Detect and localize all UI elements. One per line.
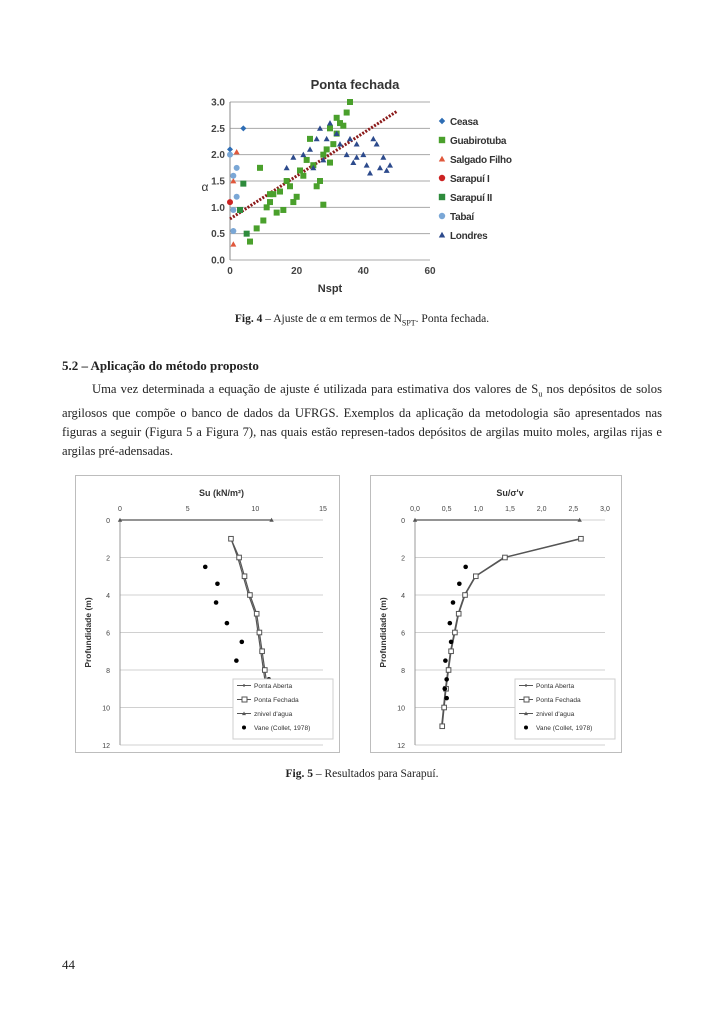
data-point <box>240 125 246 131</box>
y-tick-label: 4 <box>401 593 405 600</box>
data-point <box>240 640 245 645</box>
x-tick-label: 10 <box>251 506 260 513</box>
fig5-caption-text: – Resultados para Sarapuí. <box>312 768 439 780</box>
data-point <box>324 146 330 152</box>
data-point <box>314 136 320 141</box>
data-point <box>287 183 293 189</box>
fig5-caption <box>0 768 724 780</box>
y-tick-label: 12 <box>102 743 110 750</box>
legend-label: Vane (Collet, 1978) <box>536 725 593 732</box>
y-tick-label: 1.5 <box>211 176 225 188</box>
data-point <box>237 555 242 560</box>
y-axis-label: Profundidade (m) <box>83 597 93 668</box>
y-tick-label: 8 <box>401 668 405 675</box>
data-point <box>234 165 240 171</box>
data-point <box>267 199 273 205</box>
data-point <box>377 165 383 170</box>
data-point <box>444 696 449 701</box>
data-point <box>244 231 250 237</box>
legend-label: Sarapuí I <box>450 174 490 185</box>
legend-label: Ponta Aberta <box>536 683 575 690</box>
data-point <box>254 225 260 231</box>
data-point <box>260 649 265 654</box>
data-point <box>451 600 456 605</box>
data-point <box>297 167 303 173</box>
data-point <box>227 199 233 205</box>
legend-marker <box>439 137 445 143</box>
legend-marker <box>243 684 245 686</box>
legend-marker <box>242 697 247 702</box>
data-point <box>448 621 453 626</box>
data-point <box>248 593 253 598</box>
data-point <box>300 173 306 179</box>
data-point <box>444 677 449 682</box>
x-tick-label: 0 <box>118 506 122 513</box>
y-tick-label: 6 <box>106 630 110 638</box>
legend-marker <box>439 232 445 238</box>
data-point <box>229 536 234 541</box>
legend-label: Londres <box>450 231 488 242</box>
x-tick-label: 0 <box>227 266 233 277</box>
body-paragraph <box>62 380 662 461</box>
data-point <box>314 183 320 189</box>
data-point <box>257 165 263 171</box>
data-point <box>337 141 343 146</box>
legend-label: Guabirotuba <box>450 136 507 147</box>
data-point <box>442 686 447 691</box>
series-tabai <box>227 152 240 234</box>
data-point <box>290 199 296 205</box>
data-point <box>446 668 451 673</box>
legend-label: Salgado Filho <box>450 155 512 166</box>
data-point <box>317 178 323 184</box>
y-tick-label: 0 <box>106 518 110 525</box>
data-point <box>230 207 236 213</box>
data-point <box>503 555 508 560</box>
y-tick-label: 2 <box>401 555 405 563</box>
x-tick-label: 3,0 <box>600 506 610 513</box>
data-point <box>264 204 270 210</box>
legend-marker <box>524 697 529 702</box>
data-point <box>344 110 350 116</box>
chart-title: Su/σ'v <box>496 488 524 498</box>
y-tick-label: 0 <box>401 518 405 525</box>
data-point <box>327 120 333 125</box>
data-point <box>364 162 370 167</box>
x-tick-label: 1,5 <box>505 506 515 513</box>
data-point <box>320 202 326 208</box>
data-point <box>457 581 462 586</box>
fig4-caption-label: Fig. 4 <box>234 313 263 325</box>
legend-marker <box>242 726 246 730</box>
data-point <box>443 658 448 663</box>
x-tick-label: 2,0 <box>536 506 547 513</box>
data-point <box>334 115 340 121</box>
y-tick-label: 10 <box>102 705 110 713</box>
data-point <box>277 189 283 195</box>
data-point <box>230 173 236 179</box>
legend-marker <box>525 684 527 686</box>
paragraph-text-end: nos depósitos de solos argilosos que compõe o banco de dados da UFRGS. Exemplos da aplicação da metodologia são apresentados nas figuras a seguir (Figura 5 a Figura 7), nas quais estão represen-tados depósitos de argilas muito moles, argilas rijas e argilas pré-adensadas. <box>62 382 662 458</box>
data-point <box>456 611 461 616</box>
page-number: 44 <box>62 957 75 972</box>
data-point <box>280 207 286 213</box>
fig5-caption-label: Fig. 5 <box>285 768 313 780</box>
y-tick-label: 1.0 <box>211 202 225 214</box>
section-heading: 5.2 – Aplicação do método proposto <box>62 358 259 373</box>
data-point <box>354 141 360 146</box>
y-tick-label: 4 <box>106 593 110 600</box>
legend-label: Ponta Fechada <box>254 697 299 704</box>
su-depth-chart <box>75 475 340 753</box>
data-point <box>257 630 262 635</box>
data-point <box>227 152 233 158</box>
x-tick-label: 0,5 <box>441 506 452 513</box>
x-axis-label: Nspt <box>317 283 343 295</box>
data-point <box>347 99 353 105</box>
x-tick-label: 1,0 <box>473 506 484 513</box>
paragraph-subscript: u <box>538 389 543 399</box>
data-point <box>230 228 236 234</box>
data-point <box>304 157 310 163</box>
data-point <box>215 581 220 586</box>
legend-marker <box>439 194 445 200</box>
series-sarapui-i <box>227 199 233 205</box>
y-tick-label: 6 <box>401 630 405 638</box>
data-point <box>370 136 376 141</box>
legend-label: Sarapuí II <box>450 193 493 204</box>
y-tick-label: 12 <box>397 743 405 750</box>
data-point <box>294 194 300 200</box>
data-point <box>307 146 313 151</box>
y-tick-label: 0.5 <box>211 229 225 241</box>
x-tick-label: 2,5 <box>568 506 579 513</box>
data-point <box>449 640 454 645</box>
data-point <box>284 178 290 184</box>
chart-title: Su (kN/m²) <box>199 488 244 498</box>
data-point <box>453 630 458 635</box>
y-axis-label: α <box>201 180 209 194</box>
data-point <box>263 668 268 673</box>
x-tick-label: 5 <box>185 506 190 513</box>
data-point <box>247 239 253 245</box>
series-guabirotuba <box>247 99 353 245</box>
paragraph-text-start: Uma vez determinada a equação de ajuste é utilizada para estimativa dos valores de S <box>92 382 539 396</box>
data-point <box>350 160 356 165</box>
data-point <box>234 149 240 154</box>
y-tick-label: 2.0 <box>211 150 225 162</box>
series-sarapui-ii <box>237 181 250 237</box>
legend-marker <box>524 726 528 730</box>
data-point <box>274 210 280 216</box>
chart-title: Ponta fechada <box>310 77 400 92</box>
y-tick-label: 8 <box>106 668 110 675</box>
legend-label: Ceasa <box>450 117 478 128</box>
x-tick-label: 60 <box>424 266 436 277</box>
legend-label: Vane (Collet, 1978) <box>254 725 311 732</box>
data-point <box>240 181 246 187</box>
data-point <box>242 574 247 579</box>
legend-label: Ponta Aberta <box>254 683 293 690</box>
x-tick-label: 20 <box>291 266 303 277</box>
data-point <box>234 658 239 663</box>
x-tick-label: 15 <box>319 506 327 513</box>
legend-marker <box>439 175 445 181</box>
data-point <box>254 611 259 616</box>
data-point <box>237 207 243 213</box>
legend-marker <box>439 213 445 219</box>
fig4-caption-end: . Ponta fechada. <box>415 313 490 325</box>
data-point <box>284 165 290 170</box>
data-point <box>320 152 326 158</box>
y-tick-label: 2.5 <box>211 123 225 135</box>
y-tick-label: 2 <box>106 555 110 563</box>
data-point <box>463 593 468 598</box>
data-point <box>347 136 353 141</box>
data-point <box>230 241 236 246</box>
data-point <box>225 621 230 626</box>
data-point <box>463 565 468 570</box>
legend-marker <box>439 118 445 124</box>
data-point <box>227 146 233 152</box>
y-tick-label: 10 <box>397 705 405 713</box>
data-point <box>330 141 336 147</box>
y-tick-label: 3.0 <box>211 97 225 109</box>
legend-label: znivel d'agua <box>536 711 575 718</box>
data-point <box>340 123 346 129</box>
data-point <box>260 218 266 224</box>
legend-label: Ponta Fechada <box>536 697 581 704</box>
legend-label: znivel d'agua <box>254 711 293 718</box>
data-point <box>374 141 380 146</box>
data-point <box>307 136 313 142</box>
data-point <box>440 724 445 729</box>
y-axis-label: Profundidade (m) <box>378 597 388 668</box>
data-point <box>203 565 208 570</box>
x-tick-label: 0,0 <box>410 506 420 513</box>
data-point <box>234 194 240 200</box>
legend-marker <box>439 156 445 162</box>
fig4-caption <box>0 313 724 327</box>
data-point <box>214 600 219 605</box>
data-point <box>474 574 479 579</box>
data-point <box>384 167 390 172</box>
data-point <box>327 160 333 166</box>
y-tick-label: 0.0 <box>211 255 225 267</box>
data-point <box>327 125 333 131</box>
su-ratio-depth-chart <box>370 475 622 753</box>
legend-label: Tabaí <box>450 212 474 223</box>
x-tick-label: 40 <box>357 266 369 277</box>
data-point <box>387 162 393 167</box>
data-point <box>367 170 373 175</box>
data-point <box>324 136 330 141</box>
data-point <box>449 649 454 654</box>
fig4-caption-subscript: SPT <box>401 318 416 328</box>
alpha-nspt-chart <box>190 72 530 297</box>
fig4-caption-text: – Ajuste de α em termos de N <box>262 313 402 325</box>
data-point <box>267 191 273 197</box>
data-point <box>442 705 447 710</box>
data-point <box>579 536 584 541</box>
